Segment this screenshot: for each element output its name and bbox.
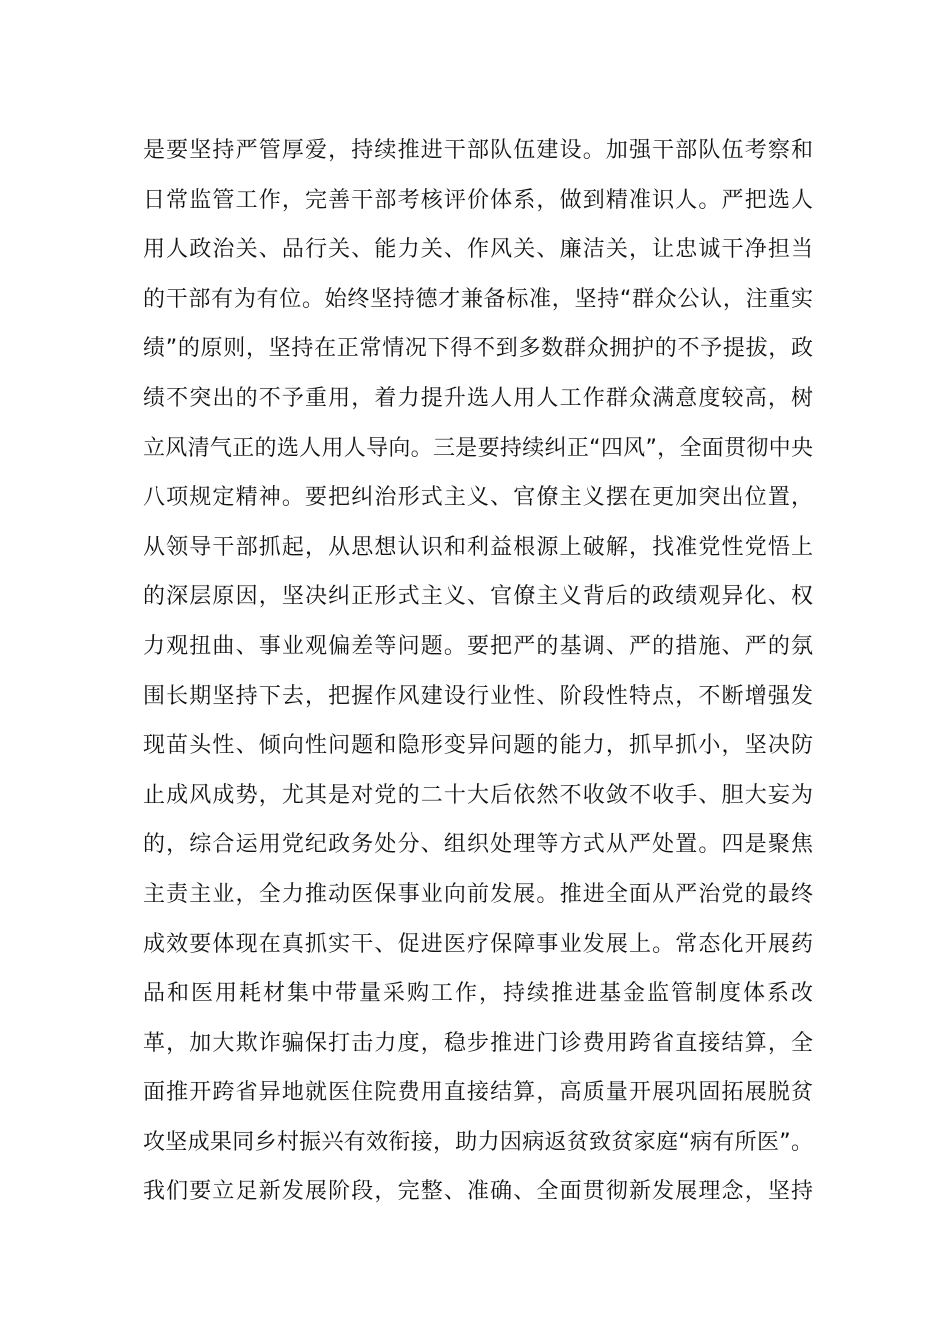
text-line: 用人政治关、品行关、能力关、作风关、廉洁关，让忠诚干净担当: [143, 237, 813, 263]
text-line: 主责主业，全力推动医保事业向前发展。推进全面从严治党的最终: [143, 881, 813, 907]
text-line: 的深层原因，坚决纠正形式主义、官僚主义背后的政绩观异化、权: [143, 584, 813, 610]
text-line: 力观扭曲、事业观偏差等问题。要把严的基调、严的措施、严的氛: [143, 633, 813, 659]
text-line: 的干部有为有位。始终坚持德才兼备标准，坚持“群众公认，注重实: [143, 286, 813, 312]
body-text: [143, 126, 813, 1217]
text-line: 现苗头性、倾向性问题和隐形变异问题的能力，抓早抓小，坚决防: [143, 733, 813, 759]
text-line: 绩”的原则，坚持在正常情况下得不到多数群众拥护的不予提拔，政: [143, 336, 813, 362]
text-line: 攻坚成果同乡村振兴有效衔接，助力因病返贫致贫家庭“病有所医”。: [143, 1129, 813, 1155]
text-line: 日常监管工作，完善干部考核评价体系，做到精准识人。严把选人: [143, 187, 813, 213]
text-line: 围长期坚持下去，把握作风建设行业性、阶段性特点，不断增强发: [143, 683, 813, 709]
text-line: 从领导干部抓起，从思想认识和利益根源上破解，找准党性党悟上: [143, 534, 813, 560]
text-line: 八项规定精神。要把纠治形式主义、官僚主义摆在更加突出位置，: [143, 485, 813, 511]
text-line: 立风清气正的选人用人导向。三是要持续纠正“四风”，全面贯彻中央: [143, 435, 813, 461]
text-line: 我们要立足新发展阶段，完整、准确、全面贯彻新发展理念，坚持: [143, 1179, 813, 1205]
text-line: 止成风成势，尤其是对党的二十大后依然不收敛不收手、胆大妄为: [143, 782, 813, 808]
text-line: 是要坚持严管厚爱，持续推进干部队伍建设。加强干部队伍考察和: [143, 138, 813, 163]
text-line: 品和医用耗材集中带量采购工作，持续推进基金监管制度体系改: [143, 981, 813, 1007]
text-line: 革，加大欺诈骗保打击力度，稳步推进门诊费用跨省直接结算，全: [143, 1030, 813, 1056]
text-line: 面推开跨省异地就医住院费用直接结算，高质量开展巩固拓展脱贫: [143, 1080, 813, 1106]
text-line: 的，综合运用党纪政务处分、组织处理等方式从严处置。四是聚焦: [143, 832, 813, 858]
text-line: 成效要体现在真抓实干、促进医疗保障事业发展上。常态化开展药: [143, 931, 813, 957]
text-line: 绩不突出的不予重用，着力提升选人用人工作群众满意度较高，树: [143, 385, 813, 411]
